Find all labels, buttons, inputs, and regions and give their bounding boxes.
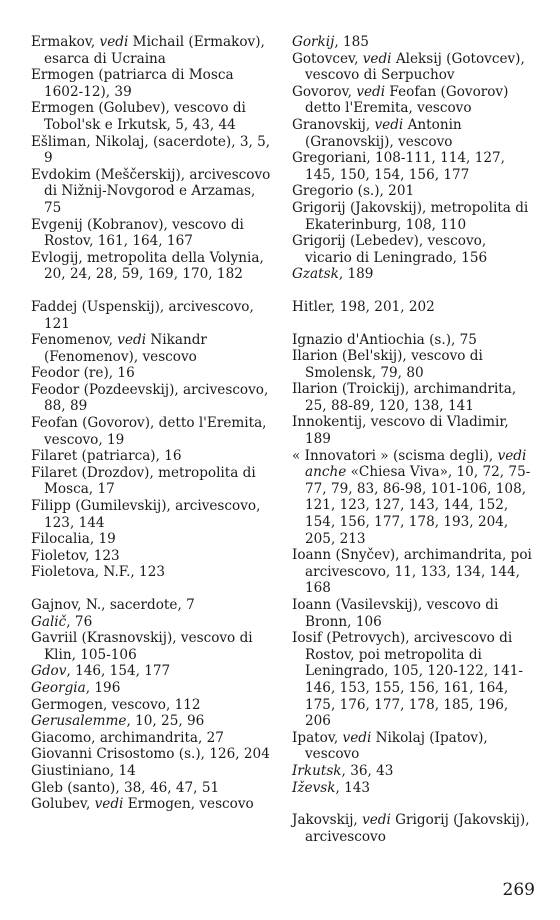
section-gap: [292, 796, 534, 812]
index-entry-text: «Chiesa Viva», 10, 72, 75-77, 79, 83, 86-98, 101-106, 108, 121, 123, 127, 143, 144, 152, 154, 156, 177, 178, 193, 204, 205, 213: [305, 464, 531, 547]
index-entry-text: Feodor (Pozdeevskij), arcivescovo, 88, 89: [31, 381, 269, 415]
index-entry: [292, 200, 534, 233]
index-entry-text: Faddej (Uspenskij), arcivescovo, 121: [31, 298, 254, 332]
index-entry-text: Antonin (Granovskij), vescovo: [305, 116, 462, 150]
index-entry-text: Ilarion (Troickij), archimandrita, 25, 88-89, 120, 138, 141: [292, 381, 517, 414]
index-entry: [292, 150, 534, 183]
index-entry: [31, 382, 273, 415]
index-entry: [31, 250, 273, 283]
index-entry-text: Filaret (patriarca), 16: [31, 448, 182, 465]
index-entry-italic-text: Gdov: [31, 663, 67, 680]
index-entry-text: Feodor (re), 16: [31, 365, 135, 382]
index-entry-text: Fenomenov,: [31, 332, 118, 349]
index-entry: [292, 266, 534, 283]
index-entry: [292, 84, 534, 117]
index-entry-italic-text: vedi: [99, 34, 129, 50]
index-entry-italic-text: Gzatsk: [292, 266, 339, 283]
index-entry-italic-text: Georgia: [31, 679, 86, 696]
index-entry-text: Ipatov,: [292, 729, 343, 746]
index-entry-italic-text: vedi: [94, 796, 124, 813]
index-column-left: [31, 34, 273, 813]
index-entry-italic-text: vedi: [362, 50, 392, 67]
index-entry-text: Evdokim (Meščerskij), arcivescovo di Nižnij-Novgorod e Arzamas, 75: [31, 166, 271, 216]
index-entry-text: Govorov,: [292, 83, 357, 100]
index-entry-text: Gregorio (s.), 201: [292, 183, 415, 200]
index-entry: [31, 763, 273, 780]
index-entry-text: Evlogij, metropolita della Volynia, 20, 24, 28, 59, 169, 170, 182: [31, 249, 264, 283]
index-entry: [31, 365, 273, 382]
index-entry: [292, 381, 534, 414]
index-entry: [31, 796, 273, 813]
section-gap: [31, 581, 273, 597]
index-entry: [292, 332, 534, 349]
index-entry-text: Giacomo, archimandrita, 27: [31, 729, 224, 746]
index-entry: [292, 117, 534, 150]
index-entry-text: Giustiniano, 14: [31, 762, 136, 779]
index-entry: [292, 812, 534, 845]
section-gap: [31, 283, 273, 299]
index-entry: [292, 348, 534, 381]
index-entry-italic-text: vedi: [342, 729, 372, 746]
index-entry-text: Aleksij (Gotovcev), vescovo di Serpuchov: [305, 50, 525, 84]
index-entry: [292, 547, 534, 597]
index-entry-text: Ignazio d'Antiochia (s.), 75: [292, 331, 477, 348]
index-entry-text: Filaret (Drozdov), metropolita di Mosca, 17: [31, 464, 256, 498]
index-entry-italic-text: Irkutsk: [292, 762, 342, 779]
index-entry-italic-text: Galič: [31, 613, 67, 630]
index-entry-text: Evgenij (Kobranov), vescovo di Rostov, 161, 164, 167: [31, 216, 244, 250]
index-entry: [292, 630, 534, 730]
index-entry: [292, 233, 534, 266]
index-entry-text: Nikolaj (Ipatov), vescovo: [305, 729, 488, 763]
index-entry-italic-text: Gorkij: [292, 34, 335, 50]
index-entry-text: Ermogen (Golubev), vescovo di Tobol'sk e Irkutsk, 5, 43, 44: [31, 100, 246, 133]
index-entry: [31, 217, 273, 250]
index-entry: [292, 183, 534, 200]
index-entry-italic-text: vedi anche: [305, 447, 527, 481]
index-entry: [31, 134, 273, 167]
index-entry: [31, 415, 273, 448]
index-entry: [31, 299, 273, 332]
index-entry-text: Ilarion (Bel'skij), vescovo di Smolensk, 79, 80: [292, 348, 483, 381]
index-entry: [31, 167, 273, 217]
index-entry-text: « Innovatori » (scisma degli),: [292, 447, 498, 464]
index-entry-text: , 146, 154, 177: [66, 663, 171, 680]
index-entry-text: Gavriil (Krasnovskij), vescovo di Klin, 105-106: [31, 630, 253, 663]
index-entry-text: Feofan (Govorov) detto l'Eremita, vescovo: [305, 83, 509, 117]
index-entry: [292, 730, 534, 763]
index-entry-italic-text: vedi: [374, 116, 404, 133]
section-gap: [292, 283, 534, 299]
index-entry-text: Ermakov,: [31, 34, 100, 50]
index-entry-text: , 185: [334, 34, 369, 50]
index-entry-italic-text: vedi: [356, 83, 386, 100]
index-entry: [292, 51, 534, 84]
index-entry-text: Fioletov, 123: [31, 547, 120, 564]
index-entry: [31, 597, 273, 614]
index-entry-text: Fioletova, N.F., 123: [31, 564, 165, 581]
index-entry-text: Granovskij,: [292, 116, 375, 133]
index-entry: [31, 34, 273, 67]
index-entry-text: Ioann (Snyčev), archimandrita, poi arcivescovo, 11, 133, 134, 144, 168: [292, 547, 532, 597]
index-entry: [31, 697, 273, 714]
index-entry-text: , 36, 43: [341, 762, 394, 779]
index-column-right: [292, 34, 534, 845]
index-entry-text: Hitler, 198, 201, 202: [292, 298, 435, 315]
index-entry: [292, 780, 534, 797]
index-entry: [31, 548, 273, 565]
index-entry-text: Michail (Ermakov), esarca di Ucraina: [44, 34, 265, 67]
index-entry: [292, 448, 534, 548]
index-entry-text: Innokentij, vescovo di Vladimir, 189: [292, 414, 509, 448]
index-entry-text: Gotovcev,: [292, 50, 363, 67]
index-entry-text: , 196: [85, 679, 121, 696]
index-entry-text: Filocalia, 19: [31, 531, 116, 548]
index-entry-text: Ermogen (patriarca di Mosca 1602-12), 39: [31, 67, 234, 100]
index-entry: [31, 663, 273, 680]
index-entry-italic-text: vedi: [117, 332, 147, 349]
page-number: 269: [502, 880, 535, 900]
index-entry: [31, 448, 273, 465]
index-entry: [31, 614, 273, 631]
index-entry: [31, 100, 273, 133]
index-entry-text: Germogen, vescovo, 112: [31, 696, 201, 713]
index-entry: [31, 780, 273, 797]
index-entry-italic-text: vedi: [362, 812, 391, 829]
index-entry-text: Iosif (Petrovych), arcivescovo di Rostov, poi metropolita di Leningrado, 105, 120-122, 141-146, 153, 155, 156, 161, 164, 175, 176, 177, 178, 185, 196, 206: [292, 630, 524, 730]
index-entry-text: Gregoriani, 108-111, 114, 127, 145, 150, 154, 156, 177: [292, 150, 505, 183]
index-entry: [292, 597, 534, 630]
index-entry: [31, 680, 273, 697]
index-entry: [31, 465, 273, 498]
index-entry: [31, 498, 273, 531]
index-entry: [31, 713, 273, 730]
index-entry-text: Golubev,: [31, 796, 95, 813]
index-entry: [31, 730, 273, 747]
index-entry-text: , 143: [335, 779, 371, 796]
index-entry: [31, 531, 273, 548]
index-entry: [31, 332, 273, 365]
index-entry-text: Filipp (Gumilevskij), arcivescovo, 123, 144: [31, 498, 261, 531]
index-entry-italic-text: Iževsk: [292, 779, 336, 796]
index-entry-text: Gajnov, N., sacerdote, 7: [31, 597, 195, 613]
index-entry-text: Grigorij (Jakovskij), metropolita di Ekaterinburg, 108, 110: [292, 199, 529, 233]
index-entry: [292, 299, 534, 316]
index-entry-text: Jakovskij,: [292, 812, 363, 829]
section-gap: [292, 316, 534, 332]
index-entry-text: Ermogen, vescovo: [123, 796, 254, 813]
index-entry: [292, 763, 534, 780]
index-entry-text: Grigorij (Jakovskij), arcivescovo: [305, 812, 530, 845]
index-entry-text: Nikandr (Fenomenov), vescovo: [44, 332, 207, 365]
index-entry-text: Gleb (santo), 38, 46, 47, 51: [31, 779, 220, 796]
index-entry: [31, 67, 273, 100]
index-entry-text: Ioann (Vasilevskij), vescovo di Bronn, 106: [292, 597, 499, 630]
index-entry-text: , 189: [338, 266, 374, 283]
index-entry: [31, 746, 273, 763]
index-entry: [31, 564, 273, 581]
index-entry-text: , 10, 25, 96: [126, 713, 205, 730]
index-entry-text: Ešliman, Nikolaj, (sacerdote), 3, 5, 9: [31, 133, 271, 167]
index-entry: [31, 630, 273, 663]
index-entry-text: Grigorij (Lebedev), vescovo, vicario di Leningrado, 156: [292, 233, 488, 266]
index-entry: [292, 414, 534, 447]
index-entry-text: Feofan (Govorov), detto l'Eremita, vescovo, 19: [31, 415, 267, 448]
index-entry-text: Giovanni Crisostomo (s.), 126, 204: [31, 746, 270, 763]
index-entry-text: , 76: [66, 613, 93, 630]
index-entry: [292, 34, 534, 51]
index-entry-italic-text: Gerusalemme: [31, 713, 127, 730]
